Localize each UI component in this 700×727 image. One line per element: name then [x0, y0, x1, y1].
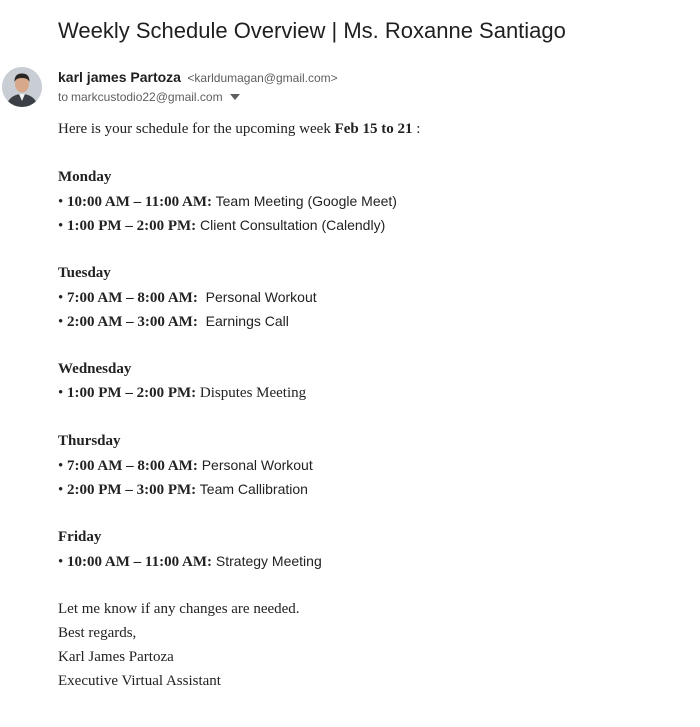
schedule-item: • 2:00 PM – 3:00 PM: Team Callibration — [58, 481, 308, 498]
day-block-monday — [58, 165, 678, 237]
event-name: Disputes Meeting — [196, 385, 307, 401]
intro-date-range: Feb 15 to 21 — [334, 121, 413, 137]
day-heading: Tuesday — [58, 265, 111, 281]
sign-off: Best regards, — [58, 625, 137, 641]
email-subject: Weekly Schedule Overview | Ms. Roxanne Santiago — [58, 18, 566, 43]
avatar-photo — [2, 67, 42, 107]
day-heading: Friday — [58, 529, 102, 545]
schedule-item: • 10:00 AM – 11:00 AM: Team Meeting (Google Meet) — [58, 193, 397, 210]
event-name: Earnings Call — [197, 313, 289, 329]
day-block-tuesday — [58, 261, 678, 333]
event-name: Strategy Meeting — [212, 553, 322, 569]
caret-down-icon[interactable] — [230, 94, 240, 100]
day-block-wednesday — [58, 357, 678, 405]
time-range: 7:00 AM – 8:00 AM: — [67, 458, 198, 474]
time-range: 2:00 PM – 3:00 PM: — [67, 482, 197, 498]
schedule-item: • 7:00 AM – 8:00 AM: Personal Workout — [58, 289, 317, 306]
time-range: 1:00 PM – 2:00 PM: — [67, 385, 197, 401]
event-name: Personal Workout — [197, 289, 317, 305]
schedule-item: • 1:00 PM – 2:00 PM: Disputes Meeting — [58, 385, 307, 401]
email-body — [58, 117, 678, 693]
schedule-item: • 2:00 AM – 3:00 AM: Earnings Call — [58, 313, 289, 330]
sender-email: <karldumagan@gmail.com> — [187, 71, 338, 85]
intro-line — [58, 117, 678, 141]
day-heading: Thursday — [58, 433, 121, 449]
schedule-item: • 7:00 AM – 8:00 AM: Personal Workout — [58, 457, 313, 474]
event-name: Team Callibration — [196, 481, 308, 497]
sender-avatar[interactable] — [2, 67, 42, 107]
closing-line: Let me know if any changes are needed. — [58, 601, 300, 617]
time-range: 1:00 PM – 2:00 PM: — [67, 218, 197, 234]
sender-line — [58, 69, 338, 87]
sender-name[interactable]: karl james Partoza — [58, 69, 181, 85]
day-heading: Wednesday — [58, 361, 132, 377]
day-block-friday — [58, 525, 678, 573]
intro-suffix: : — [412, 121, 421, 137]
time-range: 10:00 AM – 11:00 AM: — [67, 194, 212, 210]
recipient-line — [58, 90, 240, 104]
time-range: 10:00 AM – 11:00 AM: — [67, 554, 212, 570]
day-block-thursday — [58, 429, 678, 501]
time-range: 2:00 AM – 3:00 AM: — [67, 314, 198, 330]
to-label: to — [58, 90, 69, 104]
intro-text: Here is your schedule for the upcoming week — [58, 121, 335, 137]
recipient-address: markcustodio22@gmail.com — [71, 90, 223, 104]
schedule-item: • 1:00 PM – 2:00 PM: Client Consultation (Calendly) — [58, 217, 386, 234]
schedule-item: • 10:00 AM – 11:00 AM: Strategy Meeting — [58, 553, 322, 570]
signature-title: Executive Virtual Assistant — [58, 673, 221, 689]
signature-name: Karl James Partoza — [58, 649, 174, 665]
event-name: Personal Workout — [197, 457, 313, 473]
day-heading: Monday — [58, 169, 112, 185]
event-name: Client Consultation (Calendly) — [196, 217, 386, 233]
event-name: Team Meeting (Google Meet) — [212, 193, 397, 209]
time-range: 7:00 AM – 8:00 AM: — [67, 290, 198, 306]
